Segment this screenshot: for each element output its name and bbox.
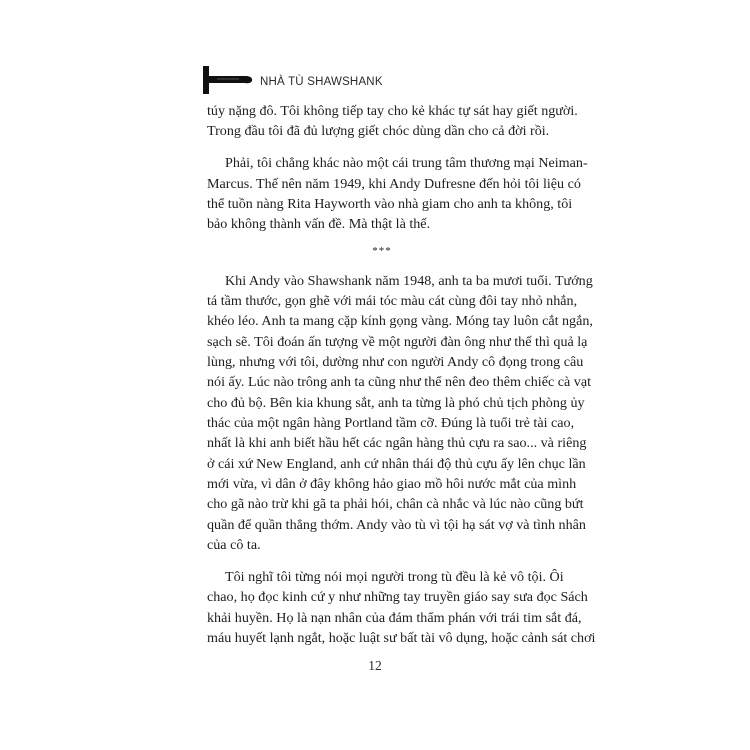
body-text	[207, 101, 596, 648]
text-line: thác của một ngân hàng Portland tầm cỡ. Đúng là tuổi trẻ tài cao,	[207, 414, 575, 431]
text-line: bảo không thành vấn đề. Mà thật là thế.	[207, 216, 431, 233]
text-line: túy nặng đô. Tôi không tiếp tay cho kẻ khác tự sát hay giết người.	[207, 103, 578, 119]
text-line: Khi Andy vào Shawshank năm 1948, anh ta ba mươi tuổi. Tướng	[225, 272, 593, 289]
text-line: của cô ta.	[207, 537, 261, 554]
paragraph	[207, 101, 578, 142]
paragraph	[207, 567, 596, 648]
text-line: sạch sẽ. Tôi đoán ấn tượng về một người đàn ông như thế thì quả lạ	[207, 333, 588, 350]
section-break-ornament: ***	[372, 244, 392, 257]
text-line: máu huyết lạnh ngắt, hoặc luật sư bất tài vô dụng, hoặc cảnh sát chơi	[207, 629, 596, 646]
text-line: khéo léo. Anh ta mang cặp kính gọng vàng. Móng tay luôn cắt ngắn,	[207, 313, 593, 330]
text-line: chao, họ đọc kinh cứ y như những tay truyền giáo say sưa đọc Sách	[207, 589, 588, 606]
text-line: Phải, tôi chẳng khác nào một cái trung tâm thương mại Neiman-	[225, 155, 588, 172]
text-line: Marcus. Thế nên năm 1949, khi Andy Dufresne đến hỏi tôi liệu có	[207, 175, 581, 192]
text-line: lùng, nhưng với tôi, dường như con người Andy cô đọng trong câu	[207, 353, 584, 370]
paragraph	[207, 153, 588, 234]
page-number: 12	[368, 658, 382, 673]
text-line: mới vừa, vì dân ở đây không hảo giao mồ hôi nước mắt của mình	[207, 476, 577, 492]
text-line: khải huyền. Họ là nạn nhân của đám thẩm phán với trái tim sắt đá,	[207, 609, 582, 626]
text-line: tá tầm thước, gọn ghẽ với mái tóc màu cát cùng đôi tay nhỏ nhắn,	[207, 292, 578, 309]
text-line: Trong đầu tôi đã đủ lượng giết chóc dùng dần cho cả đời rồi.	[207, 123, 550, 140]
text-line: ở cái xứ New England, anh cứ nhân thái độ thủ cựu ấy lên chục lần	[207, 455, 586, 472]
text-line: Tôi nghĩ tôi từng nói mọi người trong tù đều là kẻ vô tội. Ôi	[225, 568, 564, 585]
running-title: NHÀ TÙ SHAWSHANK	[260, 76, 383, 88]
text-line: nói ấy. Lúc nào trông anh ta cũng như thể nên đeo thêm chiếc cà vạt	[207, 374, 591, 391]
text-line: thể tuồn nàng Rita Hayworth vào nhà giam cho anh ta không, tôi	[207, 195, 573, 212]
page-header	[203, 64, 543, 104]
text-line: cho gã nào trừ khi gã ta phải hói, chân cà nhắc và lúc nào cũng bứt	[207, 496, 584, 513]
text-line: quần để quần thẳng thớm. Andy vào tù vì tội hạ sát vợ và tình nhân	[207, 516, 586, 533]
hammer-icon	[203, 64, 255, 96]
paragraph	[207, 271, 593, 556]
text-line: nhất là khi anh biết hầu hết các ngân hàng thủ cựu ra sao... và riêng	[207, 435, 587, 452]
text-line: cho đủ bộ. Bên kia khung sắt, anh ta từng là phó chủ tịch phòng ủy	[207, 394, 585, 411]
